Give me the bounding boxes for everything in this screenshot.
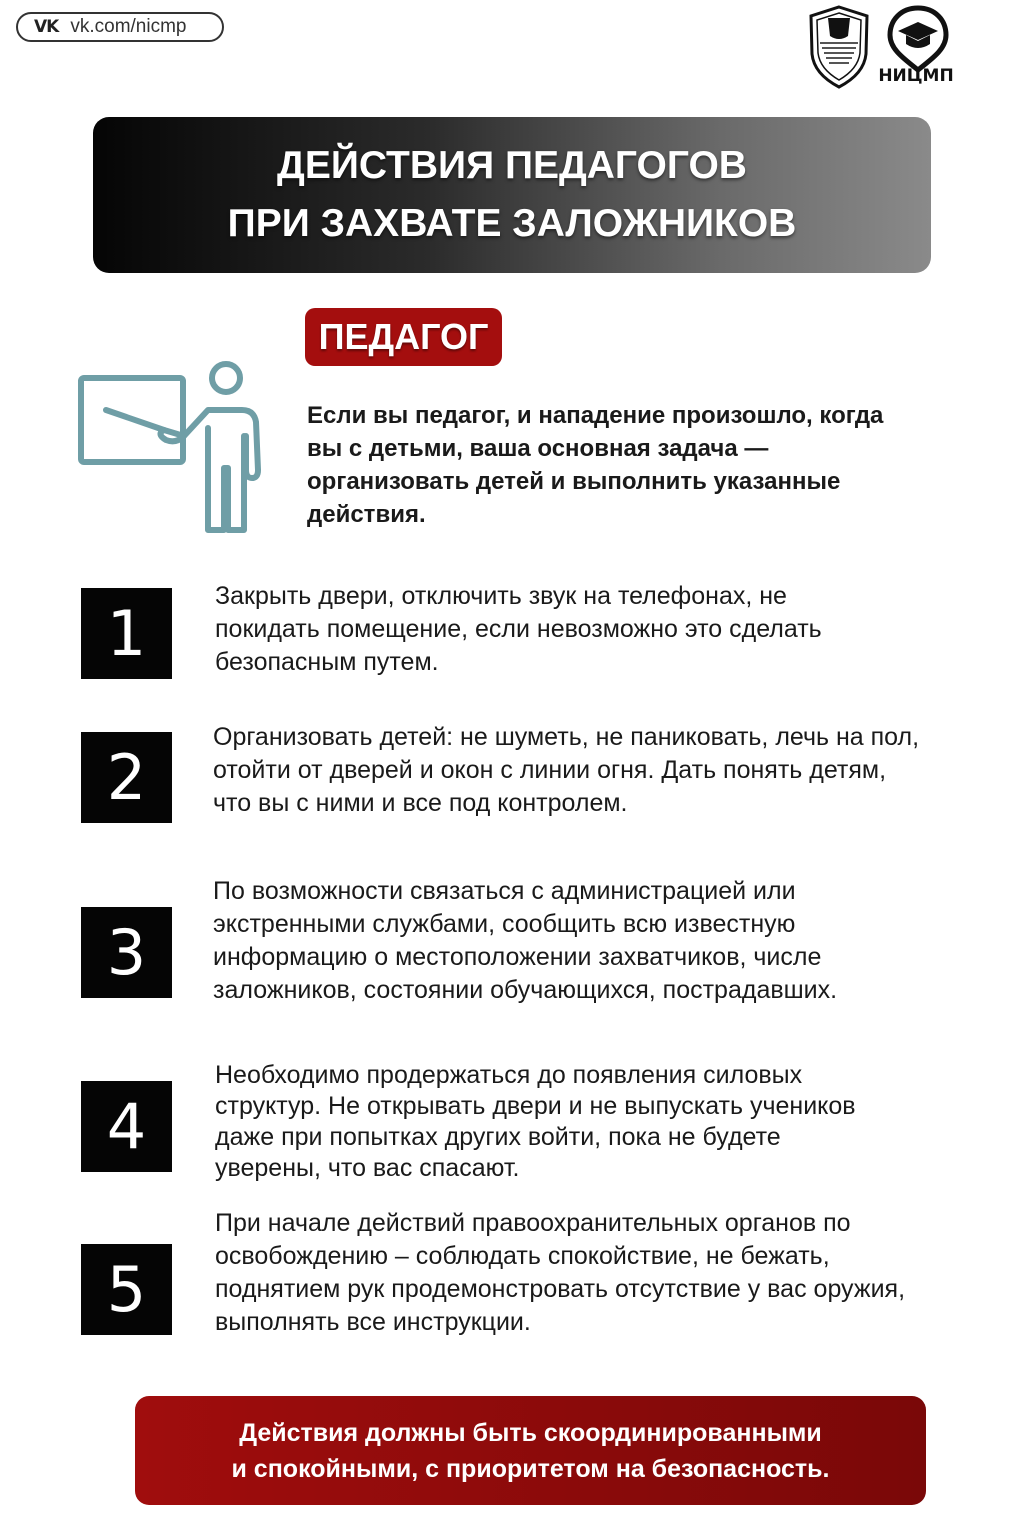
role-badge: ПЕДАГОГ bbox=[305, 308, 502, 366]
step-text-5: При начале действий правоохранительных органов по освобождению – соблюдать спокойствие, не бежать, поднятием рук продемонстровать отсутствие у вас оружия, выполнять все инструкции. bbox=[215, 1209, 906, 1336]
step-number-2: 2 bbox=[81, 732, 172, 823]
police-crest-icon bbox=[806, 4, 872, 90]
step-number-3: 3 bbox=[81, 907, 172, 998]
org-logo-text: НИЦМП bbox=[878, 66, 954, 86]
step-text-4: Необходимо продержаться до появления силовых структур. Не открывать двери и не выпускать учеников даже при попытках других войти, пока не будете уверены, что вас спасают. bbox=[215, 1061, 856, 1182]
step-text-3: По возможности связаться с администрацией или экстренными службами, сообщить всю известную информацию о местоположении захватчиков, числе заложников, состоянии обучающихся, пострадавших. bbox=[213, 877, 838, 1004]
step-number-5: 5 bbox=[81, 1244, 172, 1335]
step-number-4: 4 bbox=[81, 1081, 172, 1172]
title-banner bbox=[93, 117, 931, 273]
vk-link-pill[interactable] bbox=[16, 12, 224, 42]
step-text-2: Организовать детей: не шуметь, не паниковать, лечь на пол, отойти от дверей и окон с линии огня. Дать понять детям, что вы с ними и все под контролем. bbox=[213, 723, 920, 817]
vk-logo-icon: VK bbox=[34, 17, 59, 37]
title-line-2: ПРИ ЗАХВАТЕ ЗАЛОЖНИКОВ bbox=[227, 202, 797, 245]
teacher-board-icon bbox=[76, 358, 266, 538]
vk-url-text: vk.com/nicmp bbox=[70, 16, 187, 37]
intro-text: Если вы педагог, и нападение произошло, когда вы с детьми, ваша основная задача — организовать детей и выполнить указанные действия. bbox=[307, 402, 884, 528]
footer-line-1: Действия должны быть скоординированными bbox=[239, 1418, 822, 1447]
step-text-1: Закрыть двери, отключить звук на телефонах, не покидать помещение, если невозможно это сделать безопасным путем. bbox=[215, 582, 822, 676]
title-line-1: ДЕЙСТВИЯ ПЕДАГОГОВ bbox=[277, 144, 747, 187]
step-number-1: 1 bbox=[81, 588, 172, 679]
footer-banner bbox=[135, 1396, 926, 1505]
footer-line-2: и спокойными, с приоритетом на безопасность. bbox=[231, 1454, 830, 1483]
